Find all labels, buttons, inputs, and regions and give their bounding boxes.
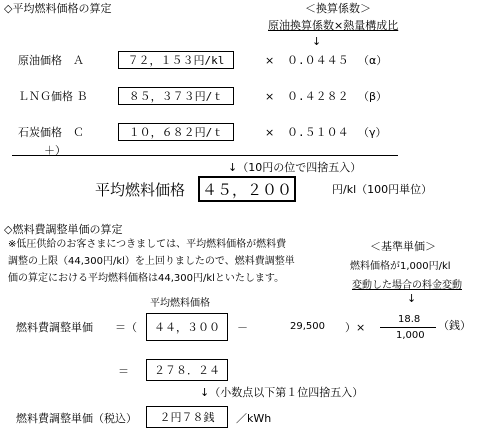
close-times: ）× (345, 321, 366, 334)
note-line-2: 調整の上限（44,300円/kl）を上回りましたので、燃料費調整単 (8, 256, 295, 267)
avg-fuel-price-box (198, 176, 296, 202)
conversion-header: ＜換算係数＞ (305, 2, 371, 15)
avg-price-caption: 平均燃料価格 (150, 298, 210, 309)
rounding-note-2: ↓（小数点以下第１位四捨五入） (200, 386, 364, 399)
tax-unit: ／kWh (236, 412, 272, 425)
coal-coef: ０.５１０４ (287, 126, 349, 139)
avg-fuel-price-value: ４５，２００ (201, 180, 292, 199)
minus-sign: － (237, 321, 248, 334)
lng-price: ８５，３７３円/ｔ (128, 90, 224, 103)
avg-fuel-price-label: 平均燃料価格 (95, 181, 186, 199)
sum-divider (12, 155, 398, 156)
section2-title: ◇燃料費調整単価の算定 (4, 223, 123, 236)
section1-title: ◇平均燃料価格の算定 (4, 2, 112, 15)
lng-coef: ０.４２８２ (287, 90, 349, 103)
crude-oil-symbol: （α） (358, 54, 388, 67)
equals-2: ＝ (118, 365, 129, 378)
unit-price-label: 燃料費調整単価 (16, 321, 93, 334)
lng-label: ＬＮＧ価格 Ｂ (18, 90, 88, 103)
lng-times: × (265, 90, 275, 103)
crude-oil-price-box (118, 51, 234, 69)
equals-open: ＝（ (115, 321, 137, 334)
coal-price: １０，６８２円/ｔ (128, 126, 224, 139)
fraction-numerator: 18.8 (398, 314, 421, 325)
coal-symbol: （γ） (358, 126, 387, 139)
coal-price-box (118, 123, 234, 141)
result-value: ２７８．２４ (154, 364, 220, 377)
conversion-subheader: 原油換算係数×熱量構成比 (268, 19, 399, 32)
result-box (146, 359, 228, 381)
fraction-denominator: 1,000 (396, 330, 425, 341)
note-line-1: ※低圧供給のお客さまにつきましては、平均燃料価格が燃料費 (8, 239, 287, 250)
coal-times: × (265, 126, 275, 139)
crude-oil-times: × (265, 54, 275, 67)
base-unit-arrow: ↓ (407, 292, 417, 305)
fraction-bar (380, 327, 436, 328)
crude-oil-coef: ０.０４４５ (287, 54, 349, 67)
lng-symbol: （β） (358, 90, 388, 103)
coal-label: 石炭価格 Ｃ (18, 126, 84, 139)
base-unit-line-1: 燃料価格が1,000円/kl (350, 261, 451, 272)
rounding-note-1: ↓（10円の位で四捨五入） (228, 161, 362, 174)
crude-oil-price: ７２，１５３円/kl (127, 54, 225, 67)
tax-label: 燃料費調整単価（税込） (16, 412, 137, 425)
plus-label: ＋） (44, 144, 66, 157)
fraction-unit: （銭） (438, 319, 471, 332)
lng-price-box (118, 87, 234, 105)
avg-price-value: ４４，３００ (154, 321, 220, 334)
avg-fuel-price-unit: 円/kl（100円単位） (332, 183, 433, 196)
tax-value: ２円７８銭 (159, 411, 215, 424)
avg-price-box (146, 313, 228, 341)
tax-value-box (146, 406, 228, 428)
conversion-arrow: ↓ (312, 35, 322, 48)
note-line-3: 価の算定における平均燃料価格は44,300円/klといたします。 (8, 273, 285, 284)
base-unit-line-2: 変動した場合の料金変動 (352, 280, 462, 291)
base-unit-header: ＜基準単価＞ (370, 240, 436, 253)
crude-oil-label: 原油価格 Ａ (18, 54, 84, 67)
base-price: 29,500 (290, 321, 325, 332)
